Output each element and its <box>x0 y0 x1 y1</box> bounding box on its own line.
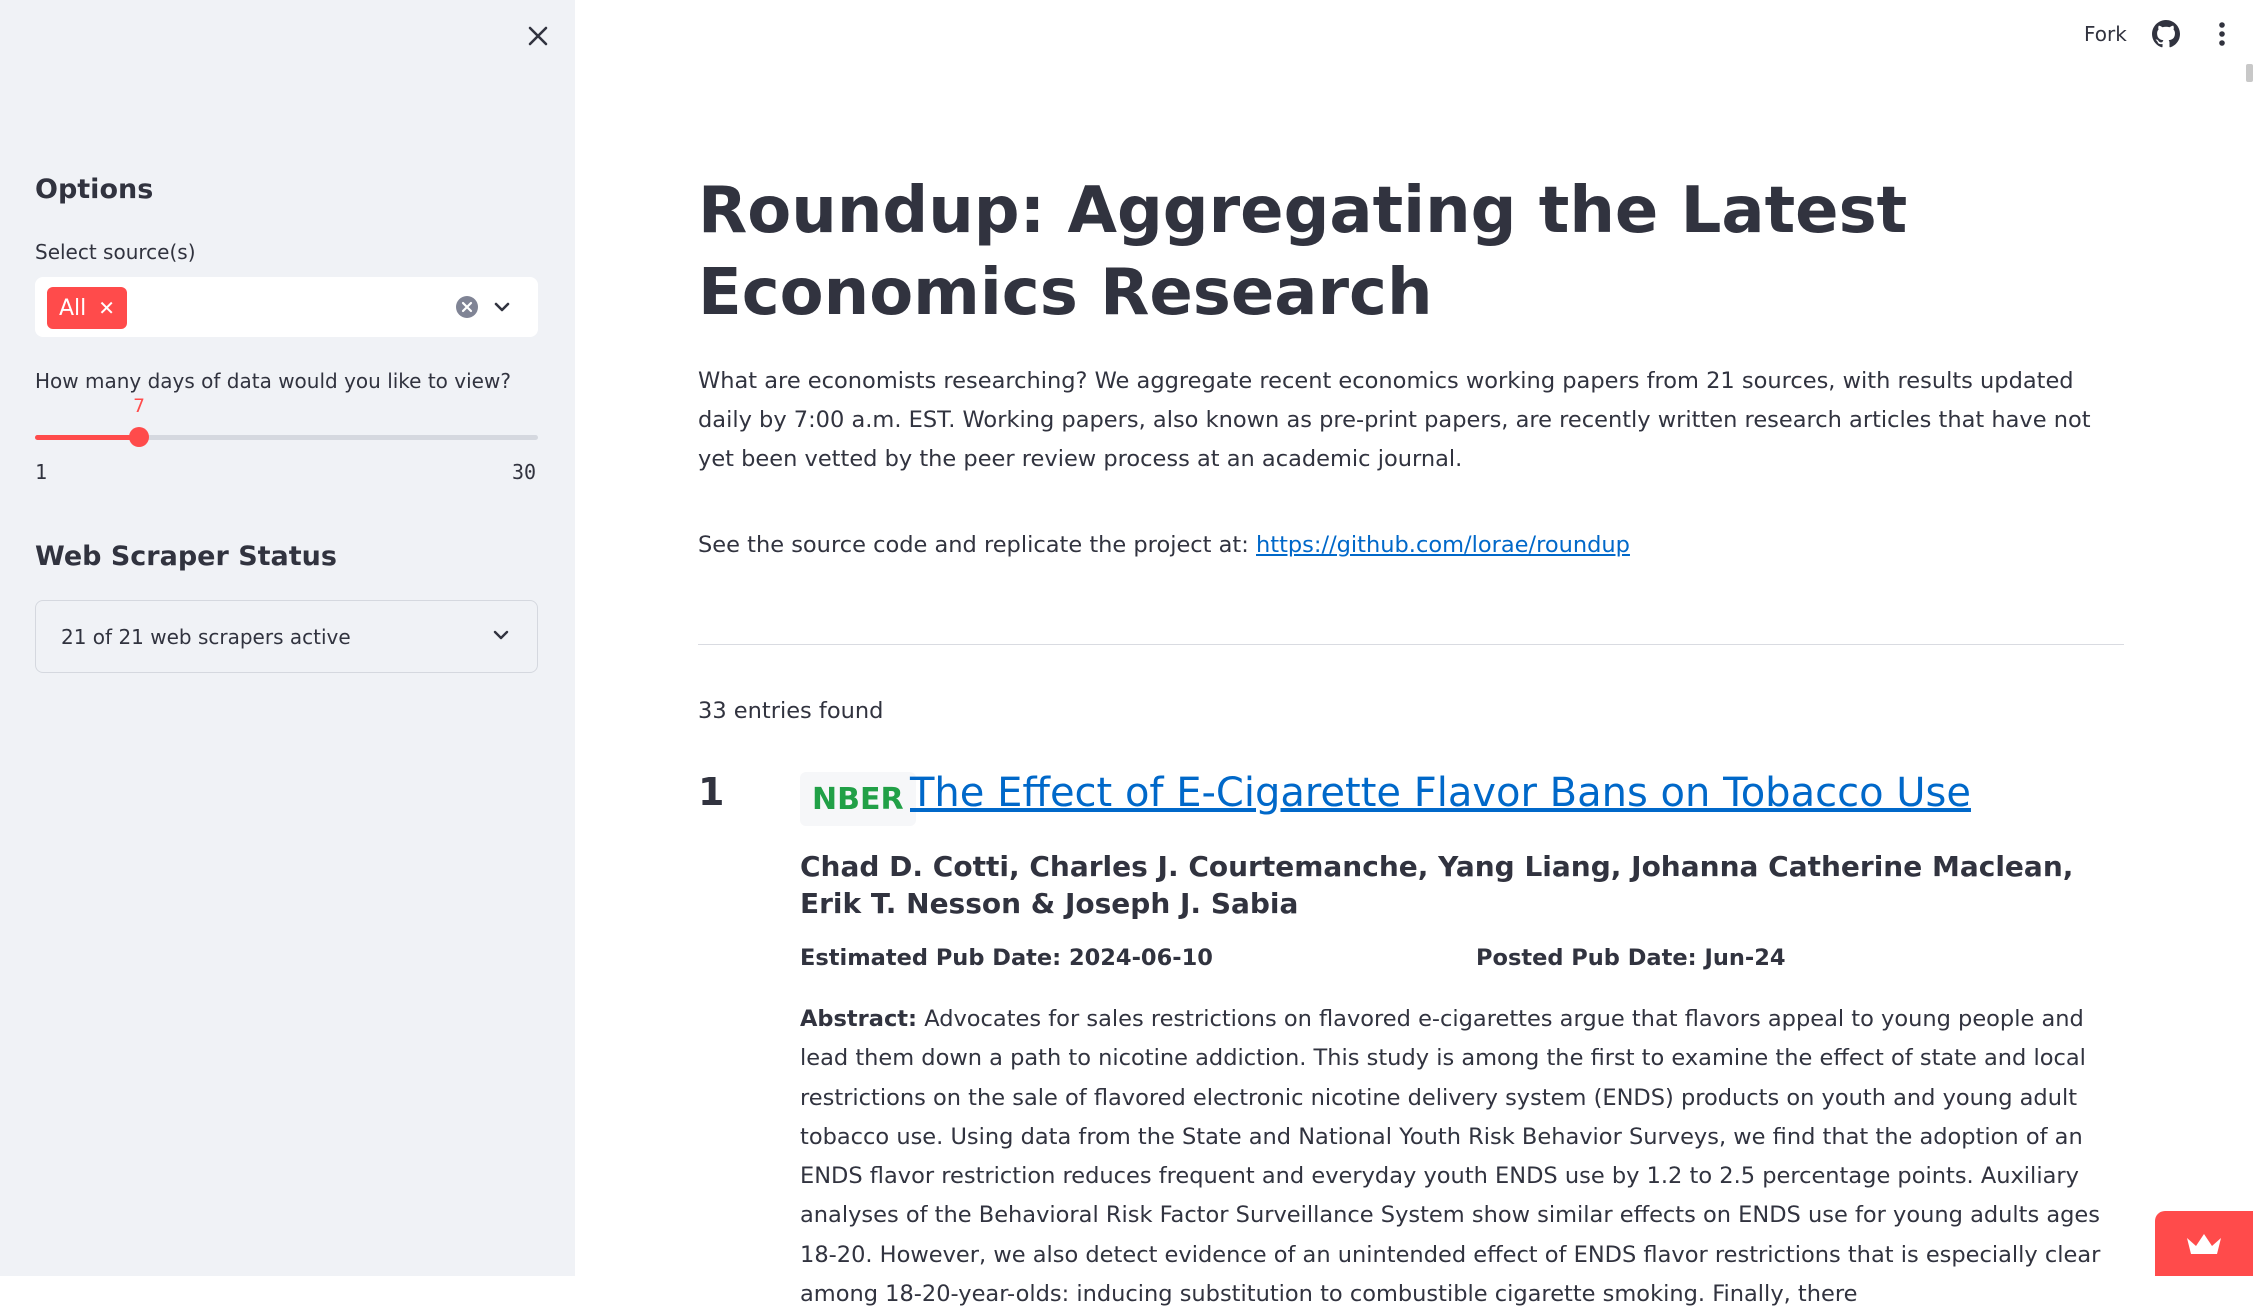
slider-value: 7 <box>133 395 145 417</box>
page-title: Roundup: Aggregating the Latest Economics Research <box>698 174 1908 330</box>
kebab-menu-icon[interactable] <box>2212 20 2232 48</box>
entries-count: 33 entries found <box>698 698 884 724</box>
options-heading: Options <box>35 174 154 205</box>
abstract-text: Advocates for sales restrictions on flavored e-cigarettes argue that flavors appeal to young people and lead them down a path to nicotine addiction. This study is among the first to examine the effect of state and local restrictions on the sale of flavored electronic nicotine delivery system (ENDS) products on youth and young adult tobacco use. Using data from the State and National Youth Risk Behavior Surveys, we find that the adoption of an ENDS flavor restriction reduces frequent and everyday youth ENDS use by 1.2 to 2.5 percentage points. Auxiliary analyses of the Behavioral Risk Factor Surveillance System show similar effects on ENDS use for young adults ages 18-20. However, we also detect evidence of an unintended effect of ENDS flavor restrictions that is especially clear among 18-20-year-olds: inducing substitution to combustible cigarette smoking. Finally, there <box>800 1006 2101 1308</box>
close-icon <box>527 25 549 47</box>
sidebar <box>0 0 575 1276</box>
scraper-status-expander[interactable] <box>35 600 538 673</box>
github-icon[interactable] <box>2152 20 2180 48</box>
slider-fill <box>35 435 139 440</box>
clear-selection-icon[interactable] <box>455 295 479 319</box>
fork-link[interactable]: Fork <box>2084 22 2127 46</box>
intro-paragraph: What are economists researching? We aggregate recent economics working papers from 21 sources, with results updated daily by 7:00 a.m. EST. Working papers, also known as pre-print papers, are recently written research articles that have not yet been vetted by the peer review process at an academic journal. <box>698 368 2091 472</box>
slider-max-label: 30 <box>512 460 537 484</box>
abstract-label: Abstract: <box>800 1006 918 1032</box>
scraper-status-text: 21 of 21 web scrapers active <box>61 625 351 649</box>
selected-source-tag <box>47 287 127 329</box>
selected-source-tag-label: All <box>59 295 87 321</box>
source-code-line <box>698 532 1630 558</box>
divider <box>698 644 2124 645</box>
remove-tag-icon[interactable]: ✕ <box>98 296 116 320</box>
entry-number: 1 <box>698 770 725 814</box>
paper-title-link[interactable]: The Effect of E-Cigarette Flavor Bans on Tobacco Use <box>910 770 1971 816</box>
days-label: How many days of data would you like to view? <box>35 369 511 393</box>
scrollbar-thumb[interactable] <box>2246 64 2253 82</box>
chevron-down-icon <box>491 625 511 645</box>
source-code-prefix: See the source code and replicate the project at: <box>698 532 1256 558</box>
source-badge: NBER <box>800 772 916 826</box>
slider-thumb[interactable] <box>129 427 149 447</box>
source-multiselect[interactable] <box>35 277 538 337</box>
streamlit-badge[interactable] <box>2155 1211 2253 1276</box>
chevron-down-icon[interactable] <box>492 297 512 317</box>
paper-abstract <box>800 1000 2124 1314</box>
slider-min-label: 1 <box>35 460 48 484</box>
select-source-label: Select source(s) <box>35 240 196 264</box>
posted-pub-date: Posted Pub Date: Jun-24 <box>1476 945 1786 971</box>
paper-authors: Chad D. Cotti, Charles J. Courtemanche, Yang Liang, Johanna Catherine Maclean, Erik T. Nesson & Joseph J. Sabia <box>800 850 2074 920</box>
estimated-pub-date: Estimated Pub Date: 2024-06-10 <box>800 945 1213 971</box>
days-slider[interactable] <box>35 395 538 440</box>
web-scraper-status-heading: Web Scraper Status <box>35 541 337 572</box>
github-repo-link[interactable]: https://github.com/lorae/roundup <box>1256 532 1630 558</box>
close-sidebar-button[interactable] <box>520 18 556 54</box>
crown-icon <box>2184 1230 2224 1258</box>
